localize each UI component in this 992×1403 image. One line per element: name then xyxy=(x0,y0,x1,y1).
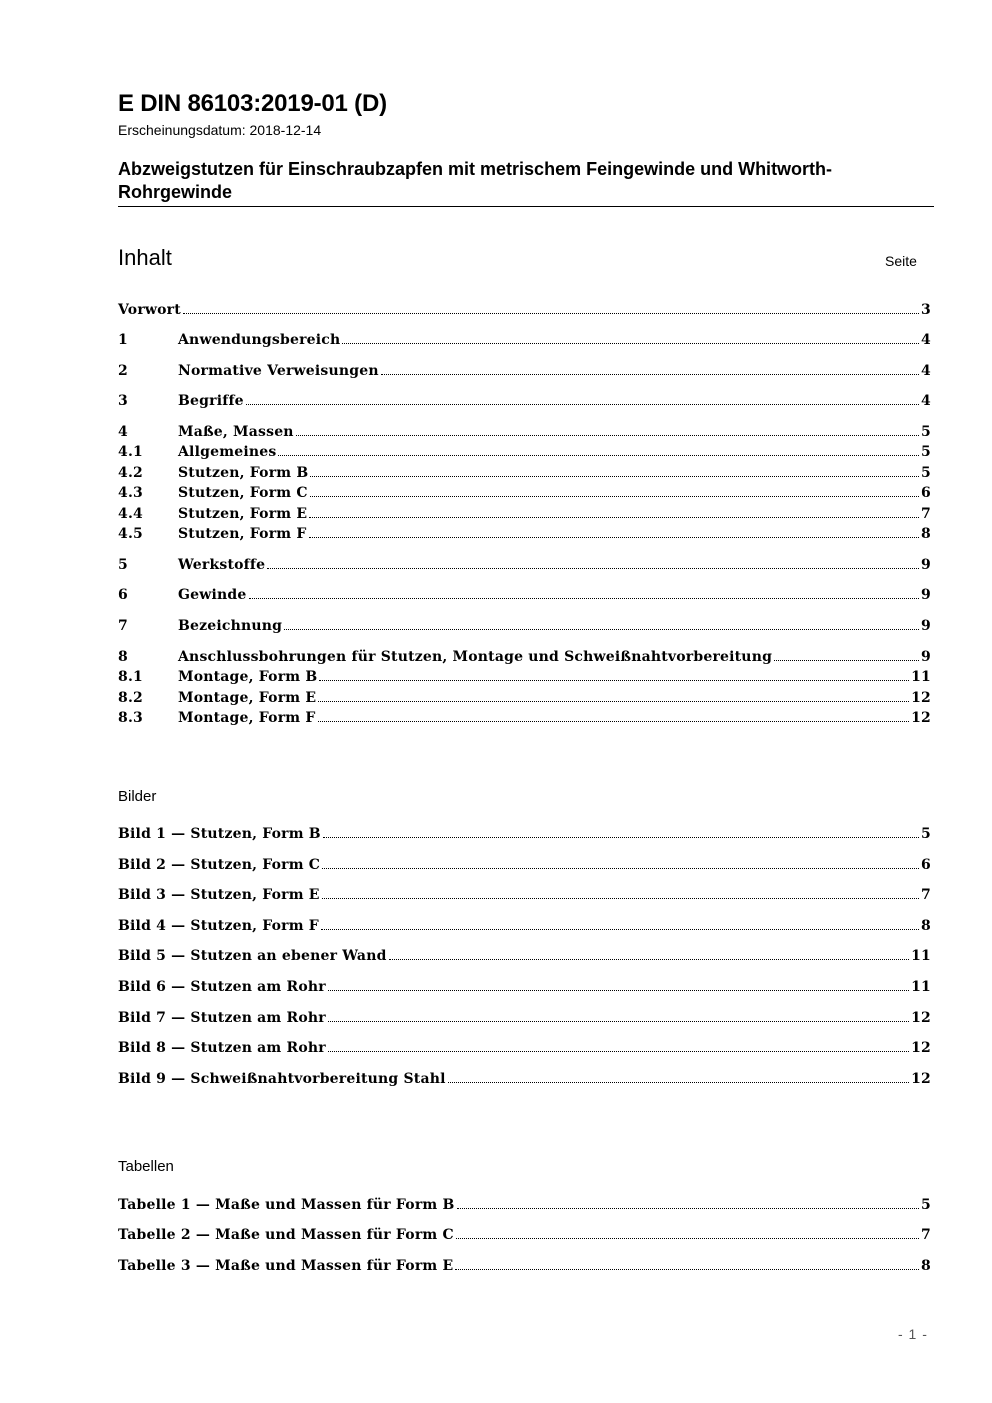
figure-entry-label: Bild 1 — Stutzen, Form B xyxy=(118,826,321,842)
figure-entry-page: 7 xyxy=(921,887,931,903)
title-divider xyxy=(118,206,934,207)
toc-entry-number: 2 xyxy=(118,363,128,379)
toc-entry-page: 9 xyxy=(921,587,931,603)
figure-entry-page: 11 xyxy=(911,948,931,964)
toc-entry-number: 4.3 xyxy=(118,485,143,501)
toc-entry-number: 1 xyxy=(118,332,128,348)
toc-entry-label: Vorwort xyxy=(118,302,181,318)
dot-leader xyxy=(448,1072,909,1083)
dot-leader xyxy=(328,980,909,991)
toc-entry[interactable] xyxy=(118,710,931,730)
table-entry[interactable] xyxy=(118,1258,931,1278)
toc-entry-page: 11 xyxy=(911,669,931,685)
figure-entry-label: Bild 3 — Stutzen, Form E xyxy=(118,887,320,903)
toc-entry-label: Bezeichnung xyxy=(178,618,283,634)
dot-leader xyxy=(284,619,919,630)
toc-entry[interactable] xyxy=(118,557,931,577)
toc-entry-label: Montage, Form F xyxy=(178,710,316,726)
toc-entry[interactable] xyxy=(118,526,931,546)
page-column-heading: Seite xyxy=(885,253,917,269)
toc-entry-number: 8.2 xyxy=(118,690,143,706)
figure-entry[interactable] xyxy=(118,1040,931,1060)
figure-entry-page: 11 xyxy=(911,979,931,995)
dot-leader xyxy=(183,303,919,314)
toc-entry-page: 12 xyxy=(911,710,931,726)
toc-entry[interactable] xyxy=(118,669,931,689)
toc-entry[interactable] xyxy=(118,444,931,464)
toc-entry[interactable] xyxy=(118,690,931,710)
figure-entry-label: Bild 4 — Stutzen, Form F xyxy=(118,918,319,934)
dot-leader xyxy=(309,507,919,518)
toc-entry-number: 5 xyxy=(118,557,128,573)
toc-entry-label: Stutzen, Form F xyxy=(178,526,307,542)
table-entry-page: 7 xyxy=(921,1227,931,1243)
toc-entry-label: Stutzen, Form C xyxy=(178,485,308,501)
toc-entry-number: 7 xyxy=(118,618,128,634)
toc-entry-label: Maße, Massen xyxy=(178,424,294,440)
toc-entry-page: 9 xyxy=(921,618,931,634)
toc-entry-number: 8.1 xyxy=(118,669,143,685)
toc-entry-page: 3 xyxy=(921,302,931,318)
toc-entry-label: Gewinde xyxy=(178,587,247,603)
dot-leader xyxy=(296,425,919,436)
toc-entry-number: 8.3 xyxy=(118,710,143,726)
dot-leader xyxy=(278,445,919,456)
figure-entry-label: Bild 7 — Stutzen am Rohr xyxy=(118,1010,326,1026)
toc-entry-label: Montage, Form B xyxy=(178,669,318,685)
figure-entry-label: Bild 5 — Stutzen an ebener Wand xyxy=(118,948,387,964)
dot-leader xyxy=(249,588,920,599)
toc-entry[interactable] xyxy=(118,332,931,352)
table-entry-page: 8 xyxy=(921,1258,931,1274)
toc-entry[interactable] xyxy=(118,506,931,526)
table-entry-label: Tabelle 2 — Maße und Massen für Form C xyxy=(118,1227,454,1243)
toc-entry[interactable] xyxy=(118,302,931,322)
figure-entry-page: 5 xyxy=(921,826,931,842)
toc-entry-number: 8 xyxy=(118,649,128,665)
table-entry-label: Tabelle 1 — Maße und Massen für Form B xyxy=(118,1197,455,1213)
toc-entry-page: 4 xyxy=(921,363,931,379)
tables-heading: Tabellen xyxy=(118,1158,174,1175)
toc-entry-number: 4.4 xyxy=(118,506,143,522)
toc-entry-number: 4 xyxy=(118,424,128,440)
figure-entry[interactable] xyxy=(118,1071,931,1091)
toc-entry-page: 6 xyxy=(921,485,931,501)
toc-entry-label: Anschlussbohrungen für Stutzen, Montage und Schweißnahtvorbereitung xyxy=(178,649,773,665)
figure-entry[interactable] xyxy=(118,979,931,999)
toc-entry-label: Anwendungsbereich xyxy=(178,332,341,348)
toc-entry[interactable] xyxy=(118,587,931,607)
publication-date: Erscheinungsdatum: 2018-12-14 xyxy=(118,122,322,138)
toc-entry-number: 4.5 xyxy=(118,526,143,542)
document-title: Abzweigstutzen für Einschraubzapfen mit metrischem Feingewinde und Whitworth-Rohrgewinde xyxy=(118,159,833,202)
toc-entry[interactable] xyxy=(118,424,931,444)
toc-entry-page: 5 xyxy=(921,465,931,481)
dot-leader xyxy=(328,1041,909,1052)
dot-leader xyxy=(318,711,910,722)
dot-leader xyxy=(323,827,919,838)
dot-leader xyxy=(309,527,920,538)
document-id: E DIN 86103:2019-01 (D) xyxy=(118,90,387,117)
dot-leader xyxy=(318,691,909,702)
toc-entry-number: 6 xyxy=(118,587,128,603)
dot-leader xyxy=(310,486,919,497)
dot-leader xyxy=(267,558,919,569)
figure-entry[interactable] xyxy=(118,826,931,846)
toc-entry[interactable] xyxy=(118,649,931,669)
figure-entry-page: 6 xyxy=(921,857,931,873)
figure-entry-page: 8 xyxy=(921,918,931,934)
figure-entry-label: Bild 2 — Stutzen, Form C xyxy=(118,857,321,873)
dot-leader xyxy=(322,888,919,899)
toc-entry-label: Werkstoffe xyxy=(178,557,266,573)
dot-leader xyxy=(457,1198,920,1209)
toc-entry-page: 5 xyxy=(921,444,931,460)
table-entry-label: Tabelle 3 — Maße und Massen für Form E xyxy=(118,1258,454,1274)
dot-leader xyxy=(246,394,919,405)
toc-entry-page: 9 xyxy=(921,649,931,665)
figure-entry[interactable] xyxy=(118,887,931,907)
toc-entry-page: 12 xyxy=(911,690,931,706)
figure-entry-page: 12 xyxy=(911,1071,931,1087)
toc-entry[interactable] xyxy=(118,465,931,485)
dot-leader xyxy=(342,333,919,344)
dot-leader xyxy=(322,858,919,869)
figure-entry-page: 12 xyxy=(911,1040,931,1056)
toc-entry[interactable] xyxy=(118,618,931,638)
figure-entry-label: Bild 6 — Stutzen am Rohr xyxy=(118,979,326,995)
toc-entry-page: 9 xyxy=(921,557,931,573)
figures-heading: Bilder xyxy=(118,788,157,805)
toc-entry[interactable] xyxy=(118,363,931,383)
dot-leader xyxy=(319,670,909,681)
figure-entry[interactable] xyxy=(118,948,931,968)
dot-leader xyxy=(321,919,919,930)
toc-entry-page: 5 xyxy=(921,424,931,440)
dot-leader xyxy=(774,650,919,661)
dot-leader xyxy=(328,1011,909,1022)
toc-entry-number: 3 xyxy=(118,393,128,409)
table-entry-page: 5 xyxy=(921,1197,931,1213)
toc-entry-page: 8 xyxy=(921,526,931,542)
dot-leader xyxy=(455,1259,919,1270)
dot-leader xyxy=(389,949,910,960)
toc-entry-page: 4 xyxy=(921,393,931,409)
toc-entry-number: 4.2 xyxy=(118,465,143,481)
figure-entry[interactable] xyxy=(118,918,931,938)
dot-leader xyxy=(456,1228,919,1239)
toc-entry-number: 4.1 xyxy=(118,444,143,460)
figure-entry[interactable] xyxy=(118,1010,931,1030)
table-entry[interactable] xyxy=(118,1197,931,1217)
figure-entry[interactable] xyxy=(118,857,931,877)
table-entry[interactable] xyxy=(118,1227,931,1247)
figure-entry-page: 12 xyxy=(911,1010,931,1026)
toc-entry-label: Begriffe xyxy=(178,393,244,409)
dot-leader xyxy=(381,364,919,375)
toc-entry-label: Montage, Form E xyxy=(178,690,317,706)
toc-entry-label: Normative Verweisungen xyxy=(178,363,379,379)
figure-entry-label: Bild 9 — Schweißnahtvorbereitung Stahl xyxy=(118,1071,446,1087)
toc-entry[interactable] xyxy=(118,485,931,505)
toc-entry-label: Stutzen, Form B xyxy=(178,465,309,481)
toc-entry-page: 4 xyxy=(921,332,931,348)
figure-entry-label: Bild 8 — Stutzen am Rohr xyxy=(118,1040,326,1056)
toc-entry-page: 7 xyxy=(921,506,931,522)
toc-entry-label: Stutzen, Form E xyxy=(178,506,308,522)
page-number: - 1 - xyxy=(898,1326,928,1342)
contents-heading: Inhalt xyxy=(118,245,172,270)
dot-leader xyxy=(310,466,919,477)
toc-entry-label: Allgemeines xyxy=(178,444,277,460)
toc-entry[interactable] xyxy=(118,393,931,413)
